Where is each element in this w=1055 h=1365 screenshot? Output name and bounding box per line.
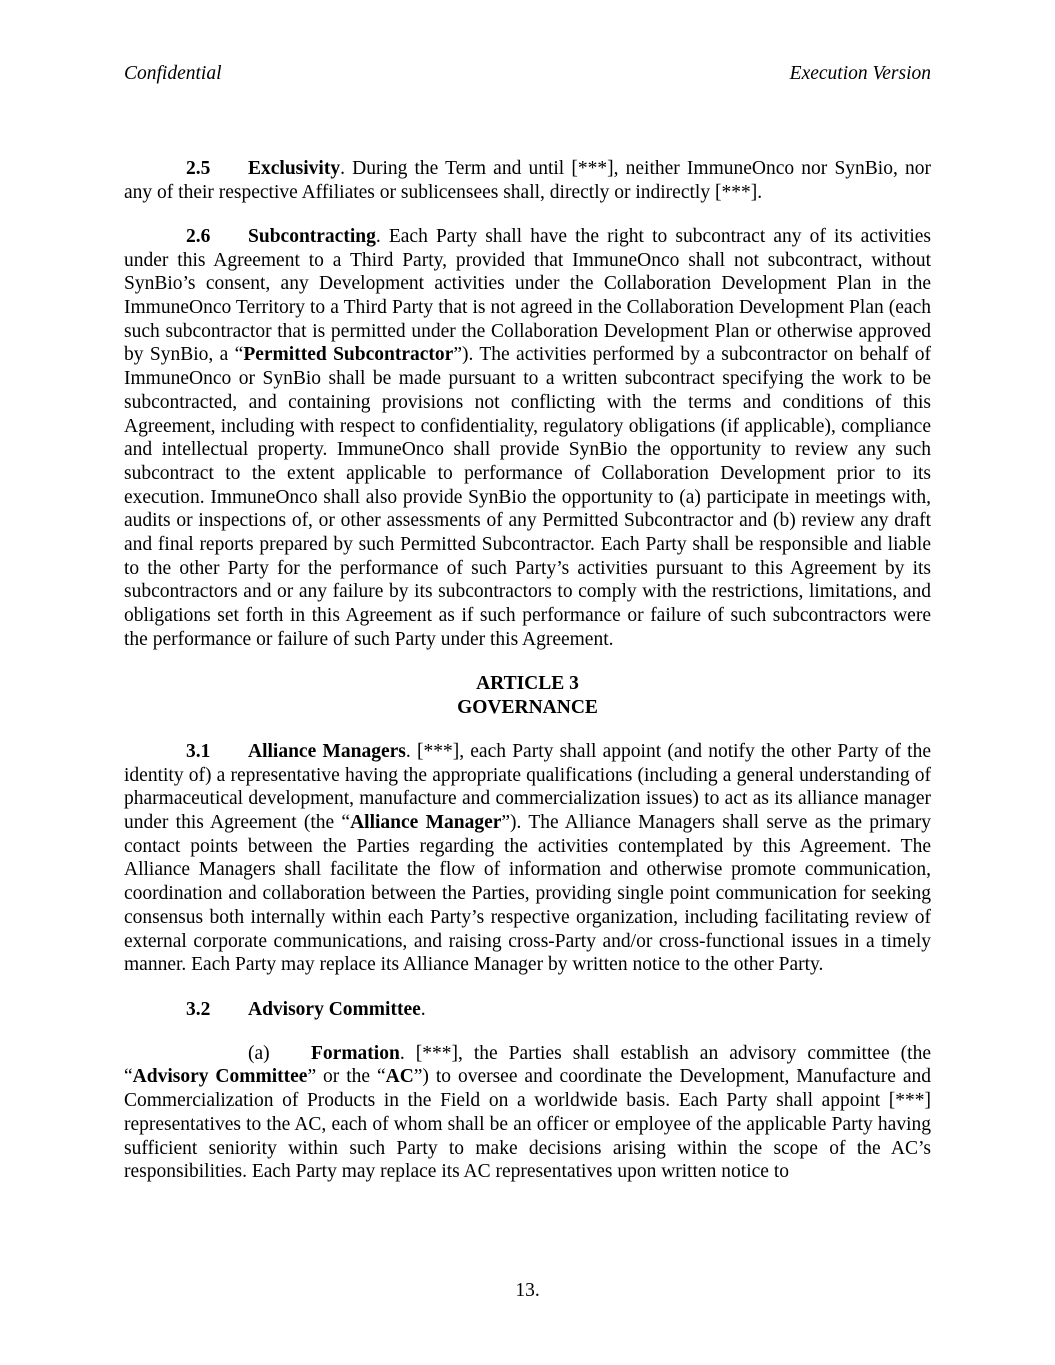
section-text: . During the Term and until [***], neither ImmuneOnco nor SynBio, nor any of their respective Affiliates or sublicensees shall, directly or indirectly [***]. [124,158,931,203]
section-number: 2.6 [186,225,211,247]
section-2-6 [124,225,931,652]
document-page [124,0,931,1365]
section-number: 3.2 [186,998,211,1020]
section-number: 3.1 [186,740,211,762]
section-title: Advisory Committee [248,998,421,1020]
article-title: GOVERNANCE [457,696,598,718]
section-title: Exclusivity [248,158,341,179]
section-text: . Each Party shall have the right to subcontract any of its activities under this Agreement to a Third Party, provided that ImmuneOnco shall not subcontract, without SynBio’s consent, any Development activities under the Collaboration Development Plan in the ImmuneOnco Territory to a Third Party that is not agreed in the Collaboration Development Plan (each such subcontractor that is permitted under the Collaboration Development Plan or otherwise approved by SynBio, a “ [124,225,931,366]
section-text: ” or the “ [307,1066,386,1088]
section-text: ”) to oversee and coordinate the Development, Manufacture and Commercialization of Products in the Field on a worldwide basis. Each Party shall appoint [***] representatives to the AC, each of whom shall be an officer or employee of the applicable Party having sufficient seniority within such Party to make decisions arising within the scope of the AC’s responsibilities. Each Party may replace its AC representatives upon written notice to [124,1066,931,1183]
section-text: ”). The activities performed by a subcontractor on behalf of ImmuneOnco or SynBio shall be made pursuant to a written subcontract specifying the work to be subcontracted, and containing provisions not conflicting with the terms and conditions of this Agreement, including with respect to confidentiality, regulatory obligations (if applicable), compliance and intellectual property. ImmuneOnco shall provide SynBio the opportunity to review any such subcontract to the extent applicable to performance of Collaboration Development prior to its execution. ImmuneOnco shall also provide SynBio the opportunity to (a) participate in meetings with, audits or inspections of, or other assessments of any Permitted Subcontractor and (b) review any draft and final reports prepared by such Permitted Subcontractor. Each Party shall be responsible and liable to the other Party for the performance of such Party’s activities pursuant to this Agreement by its subcontractors and or any failure by its subcontractors to comply with the restrictions, limitations, and obligations set forth in this Agreement as if such performance or failure of such subcontractors were the performance or failure of such Party under this Agreement. [124,344,931,650]
section-2-5 [124,157,931,204]
section-text: . [420,998,426,1020]
section-text: . [***], the Parties shall establish an advisory committee (the “ [124,1042,931,1088]
section-text: . [***], each Party shall appoint (and notify the other Party of the identity of) a representative having the appropriate qualifications (including a general understanding of pharmaceutical development, manufacture and commercialization issues) to act as its alliance manager under this Agreement (the “ [124,740,931,834]
article-heading [124,672,931,719]
defined-term: AC [385,1066,414,1088]
section-3-2 [124,998,931,1022]
section-text: ”). The Alliance Managers shall serve as the primary contact points between the Parties regarding the activities contemplated by this Agreement. The Alliance Managers shall facilitate the flow of information and otherwise promote communication, coordination and collaboration between the Parties, providing single point communication for seeking consensus both internally within each Party’s respective organization, including facilitating review of external corporate communications, and raising cross-Party and/or cross-functional issues in a timely manner. Each Party may replace its Alliance Manager by written notice to the other Party. [124,812,931,976]
document-body [124,157,931,1204]
header-version: Execution Version [789,63,931,84]
defined-term: Permitted Subcontractor [243,344,454,366]
section-number: 2.5 [186,158,211,179]
header-confidential: Confidential [124,63,222,84]
section-title: Formation [311,1042,400,1064]
section-title: Subcontracting [248,225,376,247]
subsection-number: (a) [248,1042,270,1064]
defined-term: Alliance Manager [350,812,502,834]
section-title: Alliance Managers [248,740,406,762]
section-3-1 [124,740,931,977]
page-number: 13. [515,1280,540,1301]
defined-term: Advisory Committee [132,1066,308,1088]
article-number: ARTICLE 3 [476,673,579,695]
section-3-2-a [124,1042,931,1184]
